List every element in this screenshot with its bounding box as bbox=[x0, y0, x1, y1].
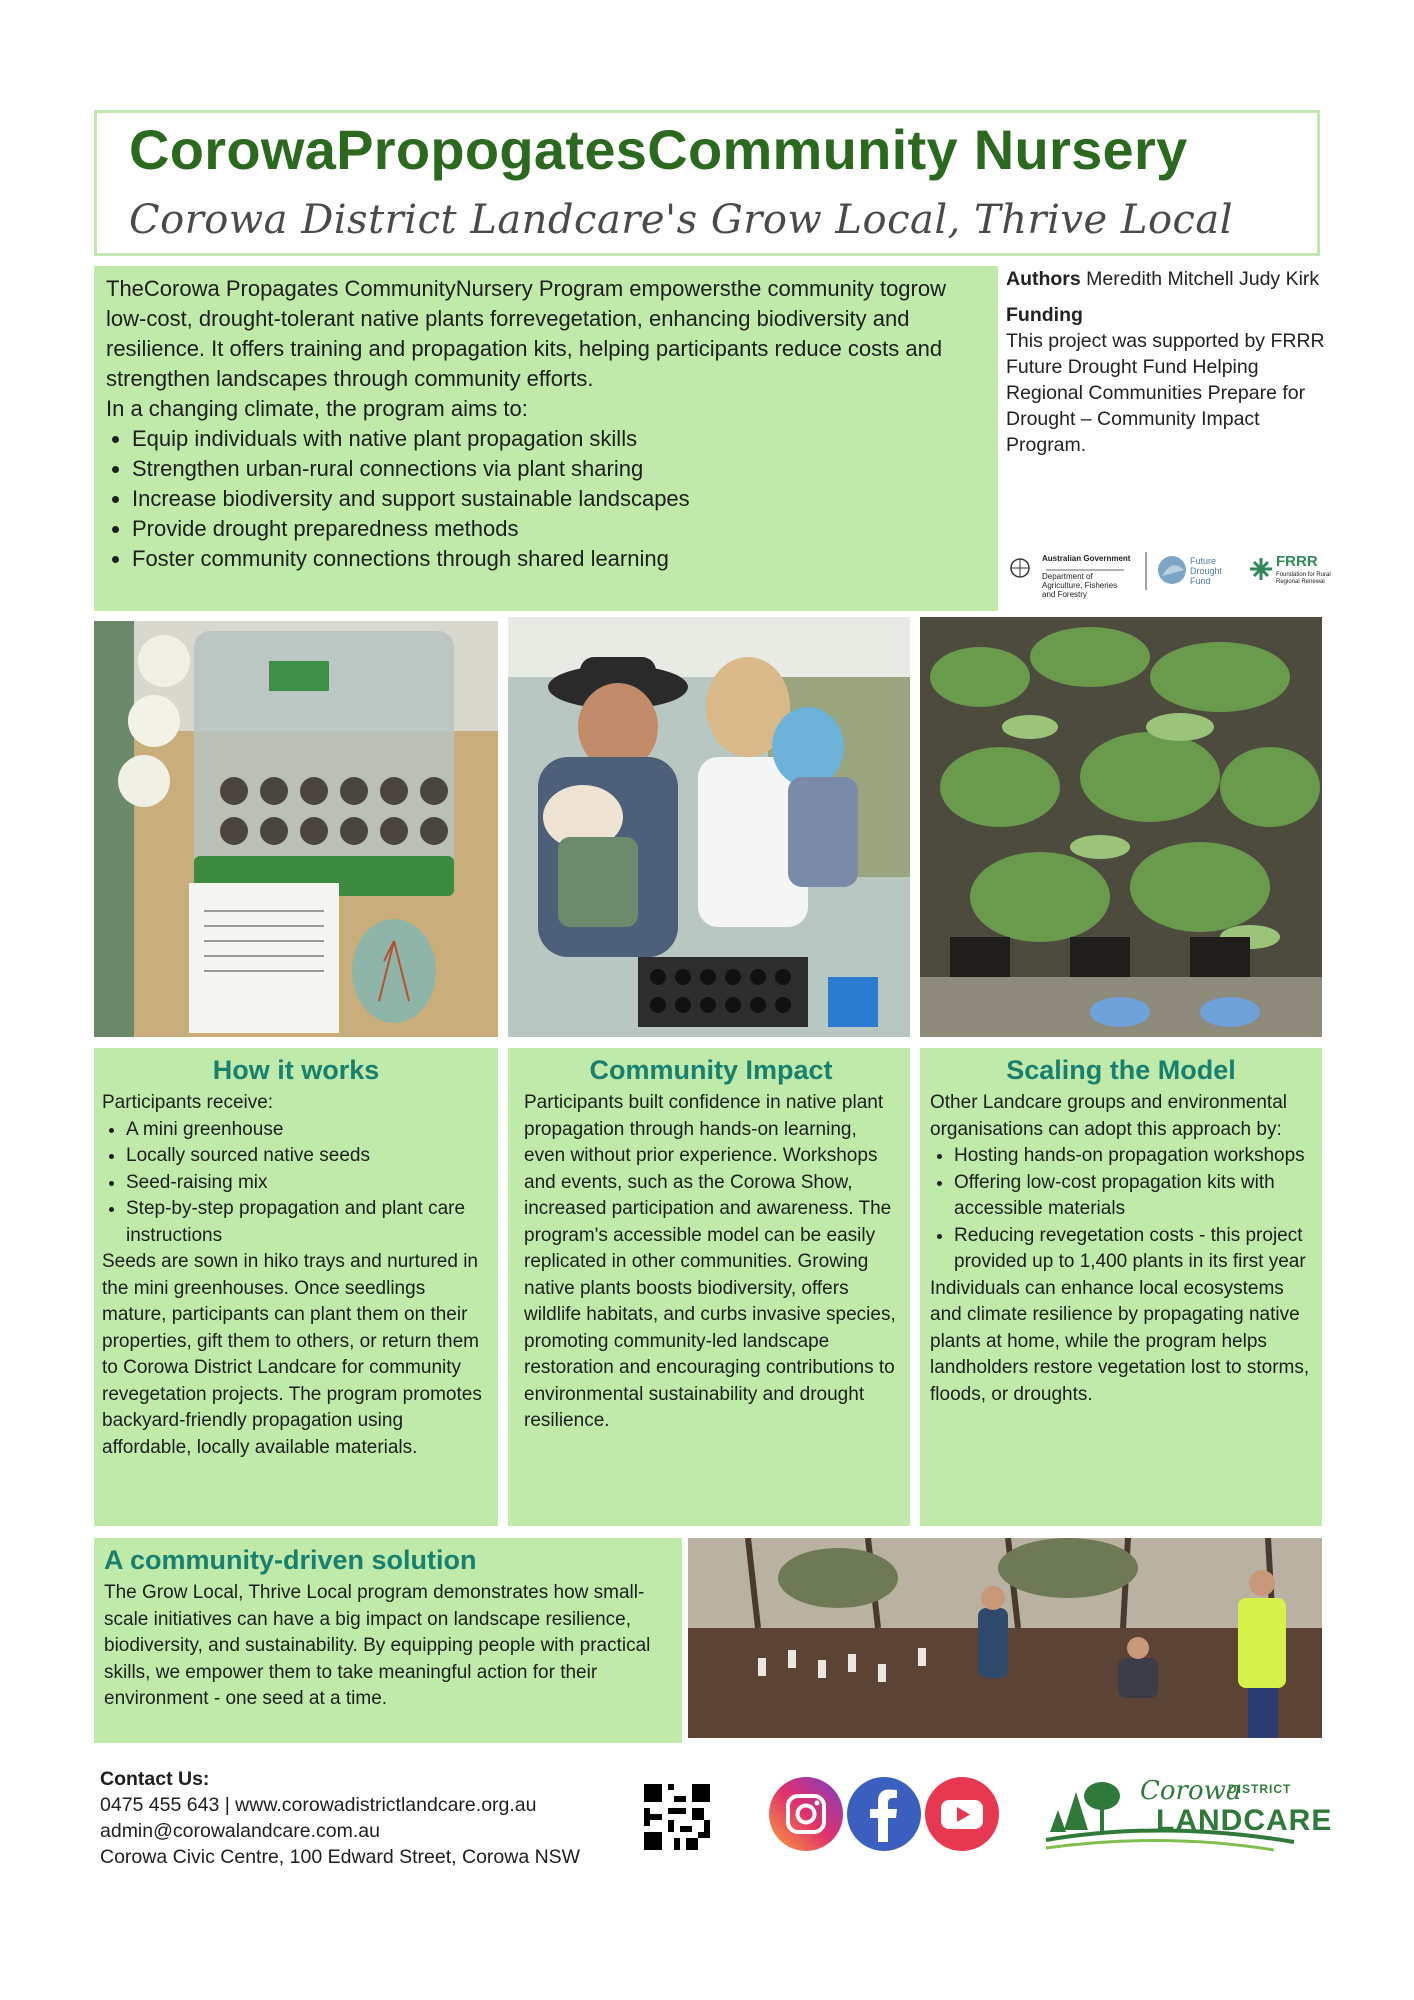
list-item: • Equip individuals with native plant propagation skills bbox=[132, 424, 986, 454]
list-item: • Strengthen urban-rural connections via plant sharing bbox=[132, 454, 986, 484]
photo-mini-greenhouse bbox=[94, 621, 498, 1037]
solution-box bbox=[94, 1538, 682, 1743]
list-item: • A mini greenhouse bbox=[126, 1117, 490, 1144]
instagram-icon[interactable] bbox=[768, 1776, 844, 1852]
how-list bbox=[102, 1117, 490, 1250]
photo-planting-day bbox=[688, 1538, 1322, 1738]
scaling-list bbox=[930, 1143, 1312, 1276]
how-lead: Participants receive: bbox=[102, 1092, 274, 1113]
facebook-icon[interactable] bbox=[846, 1776, 922, 1852]
funding-text: This project was supported by FRRR Future Drought Fund Helping Regional Communities Prepare for Drought – Community Impact Program. bbox=[1006, 330, 1325, 456]
list-item: • Seed-raising mix bbox=[126, 1170, 490, 1197]
community-impact-box bbox=[508, 1048, 910, 1526]
how-heading: How it works bbox=[212, 1055, 380, 1085]
contact-phone-web[interactable]: 0475 455 643 | www.corowadistrictlandcare.org.au bbox=[100, 1794, 537, 1816]
scaling-heading: Scaling the Model bbox=[1006, 1055, 1236, 1085]
frrr-icon bbox=[1250, 558, 1272, 580]
fdf-label: Future Drought Fund bbox=[1190, 556, 1223, 586]
authors-label: Authors bbox=[1006, 268, 1081, 290]
photo-family-propagating bbox=[508, 617, 910, 1037]
qr-code-icon[interactable] bbox=[644, 1784, 710, 1850]
impact-text: Participants built confidence in native plant propagation through hands-on learning, even without prior experience. Workshops and events, such as the Corowa Show, increased participation and awareness. The program's accessible model can be easily replicated in other communities. Growing native plants boosts biodiversity, offers wildlife habitats, and curbs invasive species, promoting community-led landscape restoration and encouraging contributions to environmental sustainability and drought resilience. bbox=[524, 1092, 896, 1431]
youtube-icon[interactable] bbox=[924, 1776, 1000, 1852]
page-subtitle: Corowa District Landcare's Grow Local, Thrive Local bbox=[129, 197, 1234, 243]
list-item: • Locally sourced native seeds bbox=[126, 1143, 490, 1170]
frrr-label: FRRR bbox=[1276, 553, 1318, 570]
contact-heading: Contact Us: bbox=[100, 1768, 210, 1790]
list-item: • Offering low-cost propagation kits with accessible materials bbox=[954, 1170, 1312, 1223]
list-item: • Hosting hands-on propagation workshops bbox=[954, 1143, 1312, 1170]
scaling-model-box bbox=[920, 1048, 1322, 1526]
list-item: • Increase biodiversity and support sustainable landscapes bbox=[132, 484, 986, 514]
frrr-sub: Foundation for Rural Regional Renewal bbox=[1276, 572, 1331, 585]
coat-of-arms-icon bbox=[1011, 559, 1029, 577]
scaling-lead: Other Landcare groups and environmental organisations can adopt this approach by: bbox=[930, 1092, 1288, 1140]
future-drought-fund-icon bbox=[1158, 556, 1186, 584]
funding-label: Funding bbox=[1006, 304, 1083, 326]
photo-seedlings bbox=[920, 617, 1322, 1037]
list-item: • Foster community connections through shared learning bbox=[132, 544, 986, 574]
intro-paragraph: TheCorowa Propagates CommunityNursery Program empowersthe community togrow low-cost, drought-tolerant native plants forrevegetation, enhancing biodiversity and resilience. It offers training and propagation kits, helping participants reduce costs and strengthen landscapes through community efforts. bbox=[106, 276, 946, 391]
authors-funding-panel bbox=[1006, 266, 1336, 458]
corowa-landcare-logo bbox=[1044, 1770, 1333, 1860]
impact-heading: Community Impact bbox=[589, 1055, 833, 1085]
brand-line1: Corowa bbox=[1140, 1776, 1242, 1806]
how-it-works-box bbox=[94, 1048, 498, 1526]
page-title: CorowaPropogatesCommunity Nursery bbox=[129, 118, 1188, 181]
solution-heading: A community-driven solution bbox=[104, 1545, 477, 1575]
gov-line1: Australian Government bbox=[1042, 554, 1131, 563]
list-item: • Provide drought preparedness methods bbox=[132, 514, 986, 544]
aims-list bbox=[106, 424, 986, 574]
contact-email[interactable]: admin@corowalandcare.com.au bbox=[100, 1820, 380, 1842]
contact-block bbox=[100, 1766, 640, 1870]
gov-line2: Department of Agriculture, Fisheries and Forestry bbox=[1042, 572, 1118, 599]
brand-line3: LANDCARE bbox=[1156, 1804, 1333, 1837]
how-text: Seeds are sown in hiko trays and nurtured in the mini greenhouses. Once seedlings mature, participants can plant them on their properties, gift them to others, or return them to Corowa District Landcare for community revegetation projects. The program promotes backyard-friendly propagation using affordable, locally available materials. bbox=[102, 1251, 482, 1458]
list-item: • Reducing revegetation costs - this project provided up to 1,400 plants in its first year bbox=[954, 1223, 1312, 1276]
authors-names: Meredith Mitchell Judy Kirk bbox=[1086, 268, 1320, 290]
intro-lead: In a changing climate, the program aims to: bbox=[106, 396, 528, 421]
intro-box bbox=[94, 266, 998, 611]
poster-header bbox=[94, 110, 1320, 256]
contact-address: Corowa Civic Centre, 100 Edward Street, Corowa NSW bbox=[100, 1846, 581, 1868]
funder-logos bbox=[1006, 548, 1336, 599]
scaling-text: Individuals can enhance local ecosystems and climate resilience by propagating native plants at home, while the program helps landholders restore vegetation lost to storms, floods, or droughts. bbox=[930, 1277, 1310, 1405]
brand-line2: DISTRICT bbox=[1228, 1782, 1292, 1796]
list-item: • Step-by-step propagation and plant care instructions bbox=[126, 1196, 490, 1249]
solution-text: The Grow Local, Thrive Local program demonstrates how small-scale initiatives can have a big impact on landscape resilience, biodiversity, and sustainability. By equipping people with practical skills, we empower them to take meaningful action for their environment - one seed at a time. bbox=[104, 1582, 651, 1709]
tree-icon bbox=[1050, 1782, 1120, 1832]
